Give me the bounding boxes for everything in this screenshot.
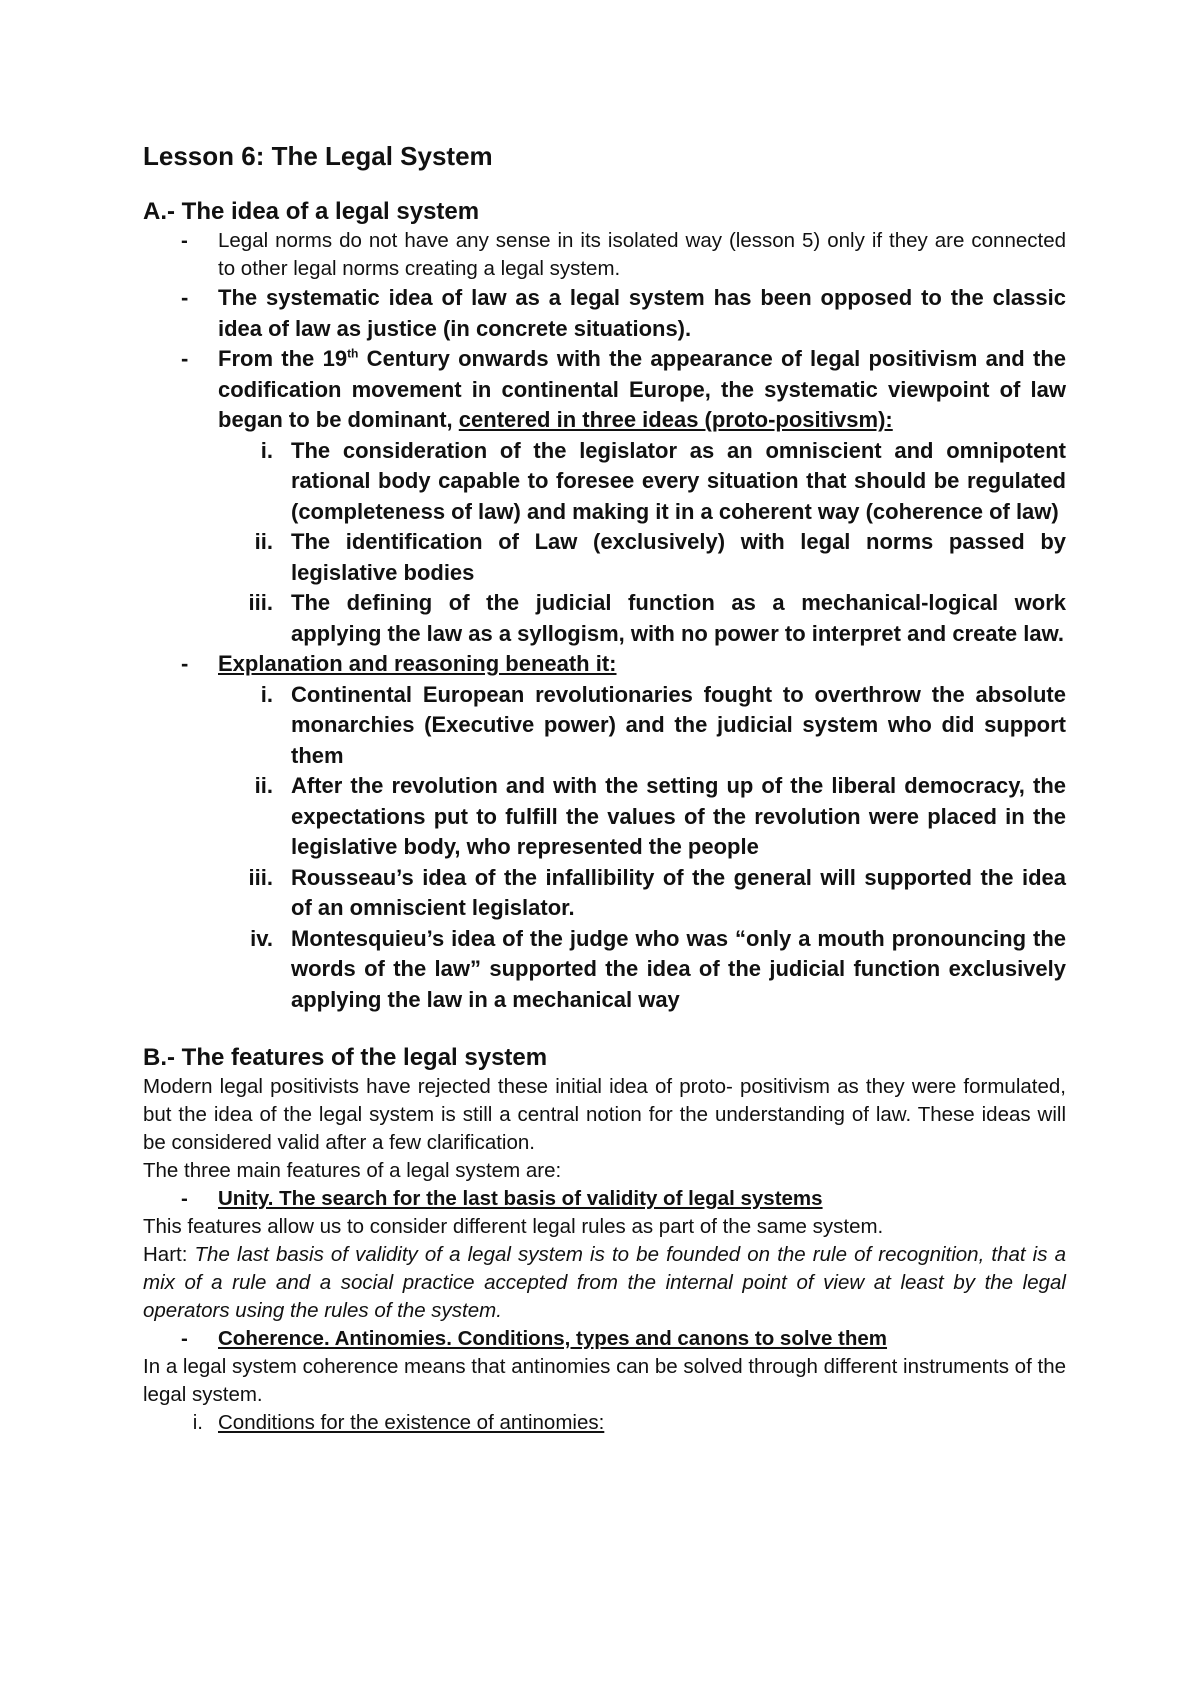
bullet-marker: -	[181, 651, 189, 676]
item-marker: i.	[260, 437, 273, 463]
item-marker: i.	[192, 1411, 203, 1434]
bullet-marker: -	[181, 285, 189, 310]
bullet-item	[143, 227, 1066, 283]
numbered-item	[143, 924, 1066, 1016]
bullet-marker: -	[181, 229, 188, 252]
item-text: After the revolution and with the setting up of the liberal democracy, the expectations put to fulfill the values of the revolution were placed in the legislative body, who represented the people	[291, 773, 1066, 859]
numbered-item	[143, 771, 1066, 863]
bullet-item	[143, 1325, 1066, 1353]
item-marker: iii.	[248, 864, 273, 890]
underlined-text: Coherence. Antinomies. Conditions, types and canons to solve them	[218, 1327, 888, 1350]
bullet-text: From the 19	[218, 346, 348, 371]
bullet-marker: -	[181, 1327, 188, 1350]
item-marker: ii.	[254, 773, 273, 798]
numbered-item	[143, 436, 1066, 528]
paragraph: Modern legal positivists have rejected these initial idea of proto- positivism as they were formulated, but the idea of the legal system is still a central notion for the understanding of law. These ideas will be considered valid after a few clarification.	[143, 1075, 1066, 1154]
section-a-heading: A.- The idea of a legal system	[143, 198, 480, 225]
bullet-item	[143, 344, 1066, 436]
item-text: The defining of the judicial function as a mechanical-logical work applying the law as a syllogism, with no power to interpret and create law.	[291, 590, 1066, 646]
reasons-list	[143, 680, 1066, 1016]
bullet-marker: -	[181, 1187, 188, 1210]
bullet-item	[143, 649, 1066, 680]
underlined-text: Unity. The search for the last basis of validity of legal systems	[218, 1187, 823, 1210]
numbered-item	[143, 1409, 1066, 1437]
paragraph: In a legal system coherence means that antinomies can be solved through different instruments of the legal system.	[143, 1355, 1066, 1406]
paragraph: The three main features of a legal system are:	[143, 1159, 562, 1182]
superscript: th	[347, 346, 359, 361]
page-title: Lesson 6: The Legal System	[143, 141, 493, 171]
item-marker: iv.	[250, 925, 273, 951]
section-b-heading: B.- The features of the legal system	[143, 1044, 548, 1071]
bullet-item	[143, 283, 1066, 344]
item-marker: i.	[260, 681, 273, 707]
item-text: Continental European revolutionaries fought to overthrow the absolute monarchies (Executive power) and the judicial system who did support them	[291, 681, 1066, 768]
spacer	[143, 1015, 1066, 1043]
item-text: Rousseau’s idea of the infallibility of the general will supported the idea of an omniscient legislator.	[291, 864, 1066, 920]
bullet-item	[143, 1185, 1066, 1213]
underlined-text: Explanation and reasoning beneath it:	[218, 651, 617, 676]
bullet-text: Legal norms do not have any sense in its isolated way (lesson 5) only if they are connected to other legal norms creating a legal system.	[218, 229, 1066, 280]
ideas-list	[143, 436, 1066, 650]
item-text: Montesquieu’s idea of the judge who was “only a mouth pronouncing the words of the law” supported the idea of the judicial function exclusively applying the law in a mechanical way	[291, 925, 1066, 1012]
item-marker: iii.	[248, 590, 273, 615]
underlined-text: Conditions for the existence of antinomies:	[218, 1411, 605, 1434]
numbered-item	[143, 588, 1066, 649]
page-content	[143, 140, 1066, 1437]
bullet-marker: -	[181, 346, 189, 371]
underlined-text: centered in three ideas (proto-positivsm):	[458, 407, 893, 432]
paragraph: This features allow us to consider different legal rules as part of the same system.	[143, 1215, 884, 1238]
item-marker: ii.	[254, 529, 273, 554]
bullet-text: The systematic idea of law as a legal system has been opposed to the classic idea of law as justice (in concrete situations).	[218, 285, 1066, 341]
hart-label: Hart:	[143, 1243, 195, 1266]
numbered-item	[143, 527, 1066, 588]
paragraph	[143, 1241, 1066, 1325]
item-text: The consideration of the legislator as an omniscient and omnipotent rational body capable to foresee every situation that should be regulated (completeness of law) and making it in a coherent way (coherence of law)	[291, 437, 1066, 524]
numbered-item	[143, 863, 1066, 924]
hart-quote: The last basis of validity of a legal system is to be founded on the rule of recognition, that is a mix of a rule and a social practice accepted from the internal point of view at least by the legal operators using the rules of the system.	[143, 1243, 1066, 1322]
numbered-item	[143, 680, 1066, 772]
bullet-text: Century onwards with the appearance of legal positivism and the codification movement in continental Europe, the systematic viewpoint of law began to be dominant,	[218, 346, 1066, 432]
item-text: The identification of Law (exclusively) with legal norms passed by legislative bodies	[291, 529, 1066, 585]
